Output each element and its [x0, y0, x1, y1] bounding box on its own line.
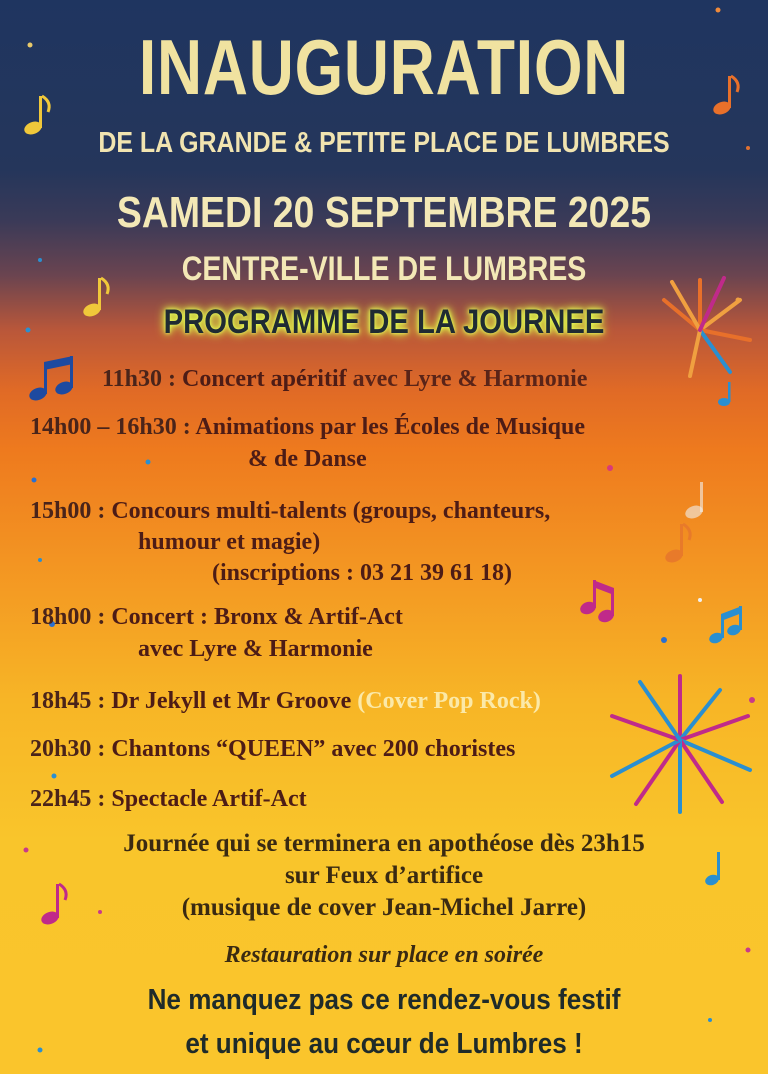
music-note-icon: [718, 382, 731, 406]
event-location: CENTRE-VILLE DE LUMBRES: [181, 250, 587, 288]
item-text-line2: avec Lyre & Harmonie: [138, 636, 373, 662]
closing-line-1: Journée qui se terminera en apothéose dès 23h15: [123, 830, 645, 857]
item-text: Concert : Bronx & Artif-Act: [111, 604, 403, 630]
closing-line-2: sur Feux d’artifice: [284, 862, 484, 889]
item-text: Concert apéritif: [182, 366, 347, 392]
item-text-line3: (inscriptions : 03 21 39 61 18): [212, 560, 512, 586]
poster-subtitle: DE LA GRANDE & PETITE PLACE DE LUMBRES: [98, 127, 670, 159]
event-date: SAMEDI 20 SEPTEMBRE 2025: [116, 188, 652, 237]
item-time: 20h30 :: [30, 736, 106, 762]
item-time: 22h45 :: [30, 786, 106, 812]
programme-item: [30, 786, 307, 813]
item-extra: (Cover Pop Rock): [357, 688, 541, 714]
firework-icon: [612, 676, 750, 812]
item-extra: avec Lyre & Harmonie: [352, 366, 588, 392]
programme-item: [30, 498, 550, 525]
programme-heading: PROGRAMME DE LA JOURNEE: [163, 303, 605, 341]
item-time: 14h00 – 16h30 :: [30, 414, 191, 440]
footer-line-2: et unique au cœur de Lumbres !: [185, 1028, 583, 1060]
double-music-note-icon: [708, 606, 743, 645]
poster-title: INAUGURATION: [138, 23, 630, 111]
footer-line-1: Ne manquez pas ce rendez-vous festif: [147, 984, 621, 1016]
programme-item: [30, 736, 515, 763]
item-text-line2: & de Danse: [248, 446, 367, 472]
item-text: Chantons “QUEEN” avec 200 choristes: [111, 736, 516, 762]
restauration-note: Restauration sur place en soirée: [224, 942, 544, 968]
music-note-icon: [22, 96, 49, 137]
item-text-line2: humour et magie): [138, 529, 321, 555]
item-text: Animations par les Écoles de Musique: [195, 414, 585, 440]
double-music-note-icon: [578, 580, 615, 624]
closing-line-3: (musique de cover Jean-Michel Jarre): [181, 894, 587, 921]
item-text: Spectacle Artif-Act: [111, 786, 307, 812]
item-text: Concours multi-talents (groups, chanteurs,: [111, 498, 551, 524]
music-note-icon: [683, 482, 704, 521]
item-time: 18h45 :: [30, 688, 106, 714]
item-time: 11h30 :: [102, 366, 177, 392]
programme-item: [30, 414, 585, 441]
item-time: 18h00 :: [30, 604, 106, 630]
double-music-note-icon: [27, 356, 74, 403]
programme-item: [102, 366, 587, 393]
item-text: Dr Jekyll et Mr Groove: [111, 688, 352, 714]
programme-item: [30, 688, 541, 715]
programme-item: [30, 604, 403, 631]
item-time: 15h00 :: [30, 498, 106, 524]
music-note-icon: [663, 524, 690, 565]
music-note-icon: [711, 76, 738, 117]
